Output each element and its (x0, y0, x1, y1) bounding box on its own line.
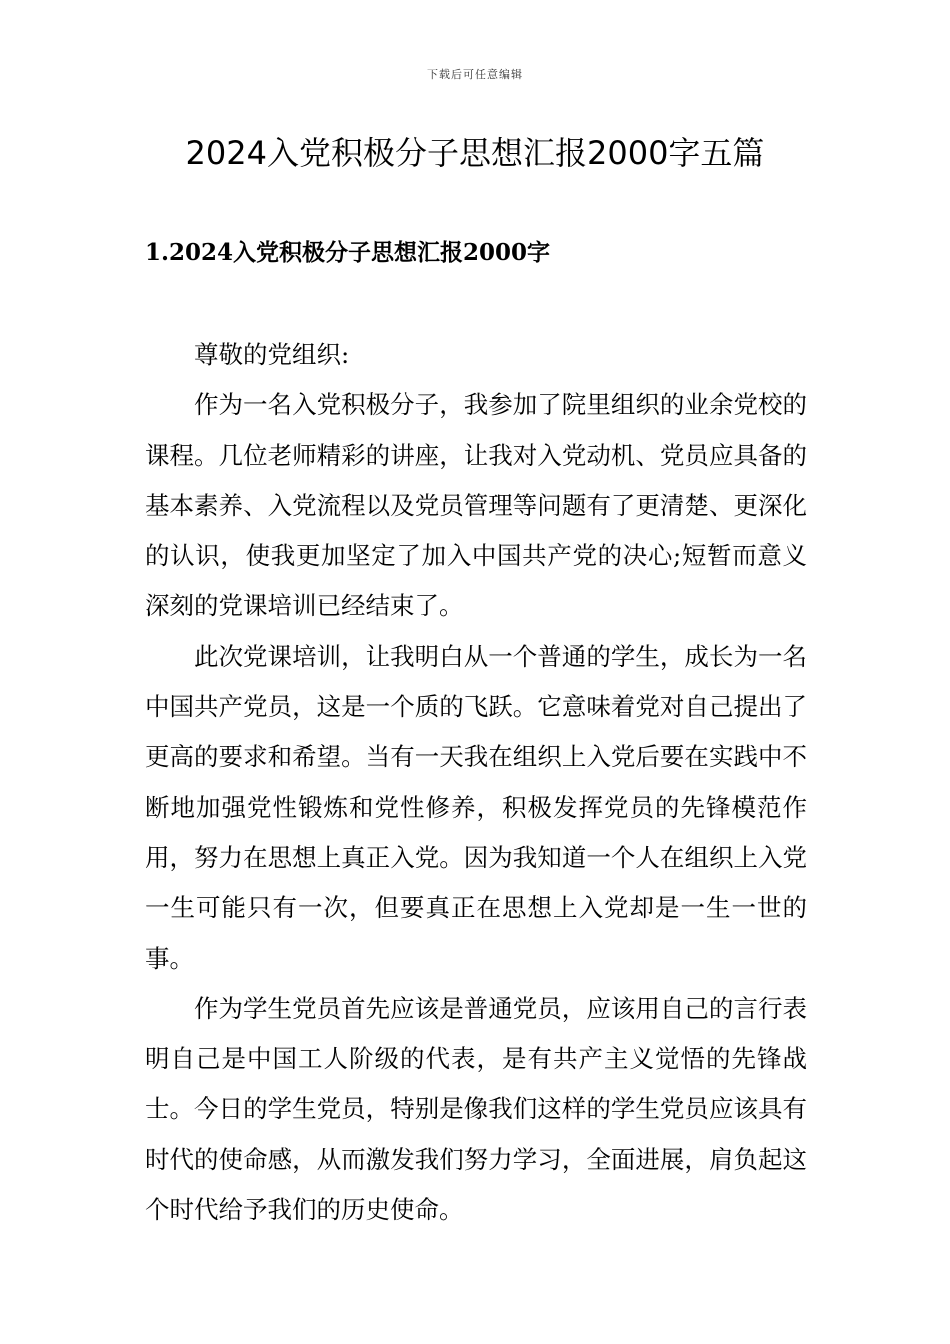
salutation: 尊敬的党组织: (194, 340, 350, 369)
paragraph: 作为一名入党积极分子，我参加了院里组织的业余党校的课程。几位老师精彩的讲座，让我对入党动机、党员应具备的基本素养、入党流程以及党员管理等问题有了更清楚、更深化的认识，使我更加坚定了加入中国共产党的决心;短暂而意义深刻的党课培训已经结束了。 (145, 390, 807, 621)
document-title: 2024入党积极分子思想汇报2000字五篇 (185, 134, 765, 172)
document-body (145, 330, 807, 1235)
header-note: 下载后可任意编辑 (427, 68, 523, 81)
paragraph: 此次党课培训，让我明白从一个普通的学生，成长为一名中国共产党员，这是一个质的飞跃。它意味着党对自己提出了更高的要求和希望。当有一天我在组织上入党后要在实践中不断地加强党性锻炼和党性修养，积极发挥党员的先锋模范作用，努力在思想上真正入党。因为我知道一个人在组织上入党一生可能只有一次，但要真正在思想上入党却是一生一世的事。 (145, 641, 807, 973)
section-heading: 1.2024入党积极分子思想汇报2000字 (145, 239, 551, 266)
paragraph: 作为学生党员首先应该是普通党员，应该用自己的言行表明自己是中国工人阶级的代表，是有共产主义觉悟的先锋战士。今日的学生党员，特别是像我们这样的学生党员应该具有时代的使命感，从而激发我们努力学习，全面进展，肩负起这个时代给予我们的历史使命。 (145, 993, 807, 1225)
